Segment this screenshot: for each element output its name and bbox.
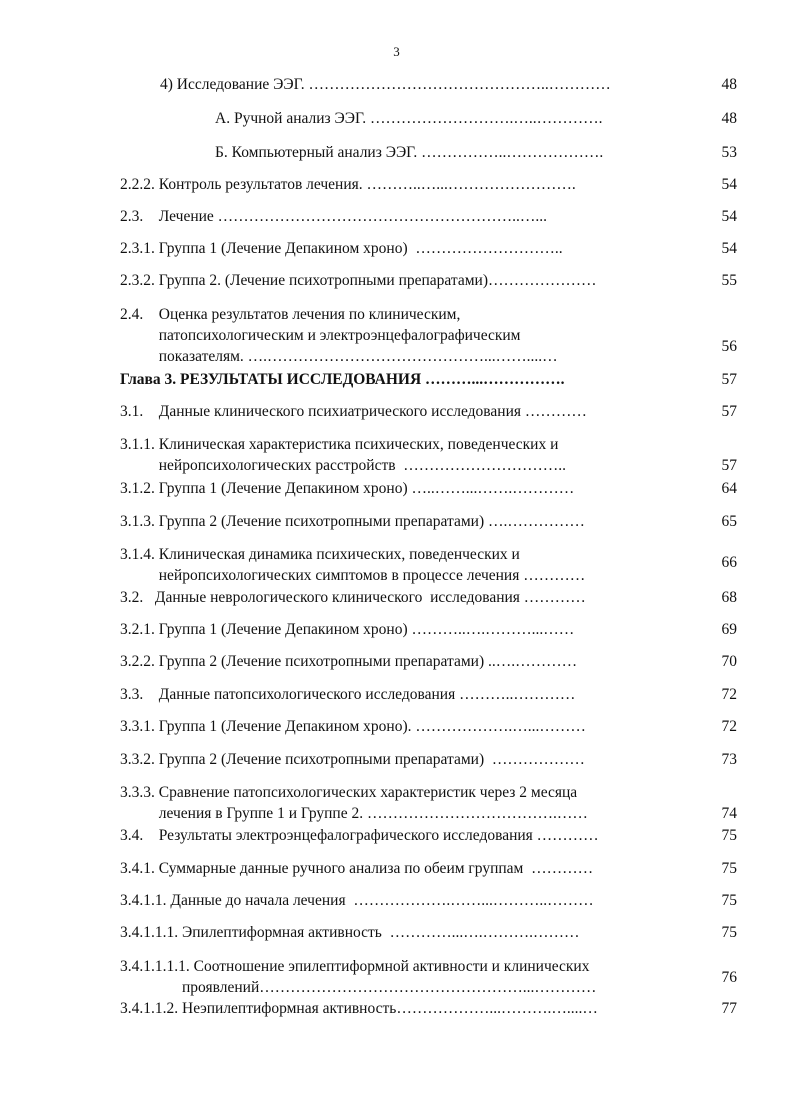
toc-entry-line: 3.3.3. Сравнение патопсихологических характеристик через 2 месяца — [120, 784, 578, 801]
toc-entry — [120, 238, 563, 259]
toc-entry — [215, 108, 602, 129]
toc-page-number: 57 — [721, 403, 737, 420]
toc-entry — [120, 434, 566, 476]
toc-page-number: 72 — [721, 686, 737, 703]
toc-page-number: 65 — [721, 513, 737, 530]
toc-entry — [215, 142, 603, 163]
toc-entry — [120, 270, 597, 291]
toc-entry-text: 3.1.2. Группа 1 (Лечение Депакином хроно) …..……...…….………… — [120, 480, 575, 497]
toc-entry — [120, 651, 577, 672]
toc-entry-text: 3.4.1.1. Данные до начала лечения ……………….……...………..……… — [120, 892, 594, 909]
toc-page-number: 72 — [721, 718, 737, 735]
toc-page-number: 75 — [721, 892, 737, 909]
toc-entry — [120, 619, 574, 640]
toc-entry-line: показателям. ….……………………………………...……....… — [120, 348, 558, 365]
toc-page-number: 64 — [721, 480, 737, 497]
toc-entry-line: 2.4. Оценка результатов лечения по клиническим, — [120, 306, 461, 323]
page-number: 3 — [393, 44, 400, 59]
toc-page-number: 55 — [721, 272, 737, 289]
toc-page-number: 77 — [721, 1000, 737, 1017]
toc-entry — [120, 587, 586, 608]
toc-entry — [120, 401, 587, 422]
toc-entry-line: 3.4.1.1.1.1. Соотношение эпилептиформной активности и клинических — [120, 958, 590, 975]
toc-entry — [120, 825, 599, 846]
toc-page-number: 56 — [721, 338, 737, 355]
toc-entry-text: 3.4. Результаты электроэнцефалографического исследования ………… — [120, 827, 599, 844]
toc-entry-text: 3.4.1.1.2. Неэпилептиформная активность………………...……….…....… — [120, 1000, 598, 1017]
toc-entry-text: 2.3. Лечение …………………………………………………..…... — [120, 208, 548, 225]
toc-entry-line: 3.1.4. Клиническая динамика психических, поведенческих и — [120, 546, 520, 563]
toc-entry — [120, 890, 594, 911]
toc-entry-line: нейропсихологических симптомов в процессе лечения ………… — [120, 567, 586, 584]
toc-entry-text: 3.2.1. Группа 1 (Лечение Депакином хроно) ………..….………...…… — [120, 621, 575, 638]
toc-entry — [120, 922, 579, 943]
toc-page-number: 66 — [721, 554, 737, 571]
toc-page-number: 57 — [721, 457, 737, 474]
toc-entry-text: 3.1. Данные клинического психиатрического исследования ………… — [120, 403, 587, 420]
toc-entry — [160, 74, 611, 95]
toc-entry-text: 3.2. Данные неврологического клинического исследования ………… — [120, 589, 586, 606]
toc-entry-text: 2.3.2. Группа 2. (Лечение психотропными препаратами)………………… — [120, 272, 597, 289]
toc-page-number: 54 — [721, 176, 737, 193]
toc-page-number: 53 — [721, 144, 737, 161]
toc-page-number: 76 — [721, 969, 737, 986]
toc-entry-text: 2.3.1. Группа 1 (Лечение Депакином хроно) ……………………….. — [120, 240, 563, 257]
toc-entry — [120, 998, 598, 1019]
toc-entry — [120, 174, 576, 195]
toc-entry-text: А. Ручной анализ ЭЭГ. ……………………….…..…………. — [215, 110, 603, 127]
toc-page-number: 68 — [721, 589, 737, 606]
toc-entry-text: 3.4.1.1.1. Эпилептиформная активность …………...….……….……… — [120, 924, 580, 941]
toc-entry-line: 3.1.1. Клиническая характеристика психических, поведенческих и — [120, 436, 559, 453]
toc-page-number: 75 — [721, 860, 737, 877]
toc-page-number: 74 — [721, 805, 737, 822]
toc-page-number: 48 — [721, 76, 737, 93]
toc-entry-text: Глава 3. РЕЗУЛЬТАТЫ ИССЛЕДОВАНИЯ ………...……………. — [120, 371, 565, 388]
toc-entry — [120, 956, 596, 998]
toc-entry-text: Б. Компьютерный анализ ЭЭГ. ……………..………………. — [215, 144, 604, 161]
toc-page-number: 48 — [721, 110, 737, 127]
toc-entry — [120, 544, 585, 586]
toc-entry-line: проявлений……………………………………………...………… — [120, 979, 597, 996]
toc-entry — [120, 206, 547, 227]
toc-entry-text: 3.1.3. Группа 2 (Лечение психотропными препаратами) ….…………… — [120, 513, 585, 530]
toc-entry — [120, 716, 586, 737]
toc-page-number: 75 — [721, 924, 737, 941]
toc-entry-text: 3.2.2. Группа 2 (Лечение психотропными препаратами) ..….………… — [120, 653, 578, 670]
toc-entry — [120, 749, 585, 770]
toc-entry-text: 4) Исследование ЭЭГ. ………………………………………..………… — [160, 76, 611, 93]
toc-page-number: 75 — [721, 827, 737, 844]
toc-page-number: 69 — [721, 621, 737, 638]
toc-entry — [120, 511, 585, 532]
toc-entry-text: 3.3. Данные патопсихологического исследования ………..………… — [120, 686, 576, 703]
toc-page-number: 54 — [721, 208, 737, 225]
toc-page-number: 73 — [721, 751, 737, 768]
toc-entry-line: лечения в Группе 1 и Группе 2. ……………………………….…… — [120, 805, 588, 822]
toc-entry — [120, 782, 588, 824]
toc-entry-text: 3.3.2. Группа 2 (Лечение психотропными препаратами) ……………… — [120, 751, 585, 768]
toc-entry-text: 3.4.1. Суммарные данные ручного анализа по обеим группам ………… — [120, 860, 594, 877]
toc-entry-text: 2.2.2. Контроль результатов лечения. ………..…...……………………. — [120, 176, 576, 193]
toc-entry-text: 3.3.1. Группа 1 (Лечение Депакином хроно). ……………….…...……… — [120, 718, 586, 735]
toc-entry-line: патопсихологическим и электроэнцефалографическим — [120, 327, 521, 344]
toc-entry — [120, 478, 574, 499]
toc-page-number: 54 — [721, 240, 737, 257]
toc-entry — [120, 858, 593, 879]
toc-entry — [120, 684, 575, 705]
toc-entry-line: нейропсихологических расстройств ………………………….. — [120, 457, 567, 474]
toc-page-number: 57 — [721, 371, 737, 388]
toc-entry — [120, 304, 558, 367]
toc-page-number: 70 — [721, 653, 737, 670]
toc-chapter-heading — [120, 369, 565, 390]
